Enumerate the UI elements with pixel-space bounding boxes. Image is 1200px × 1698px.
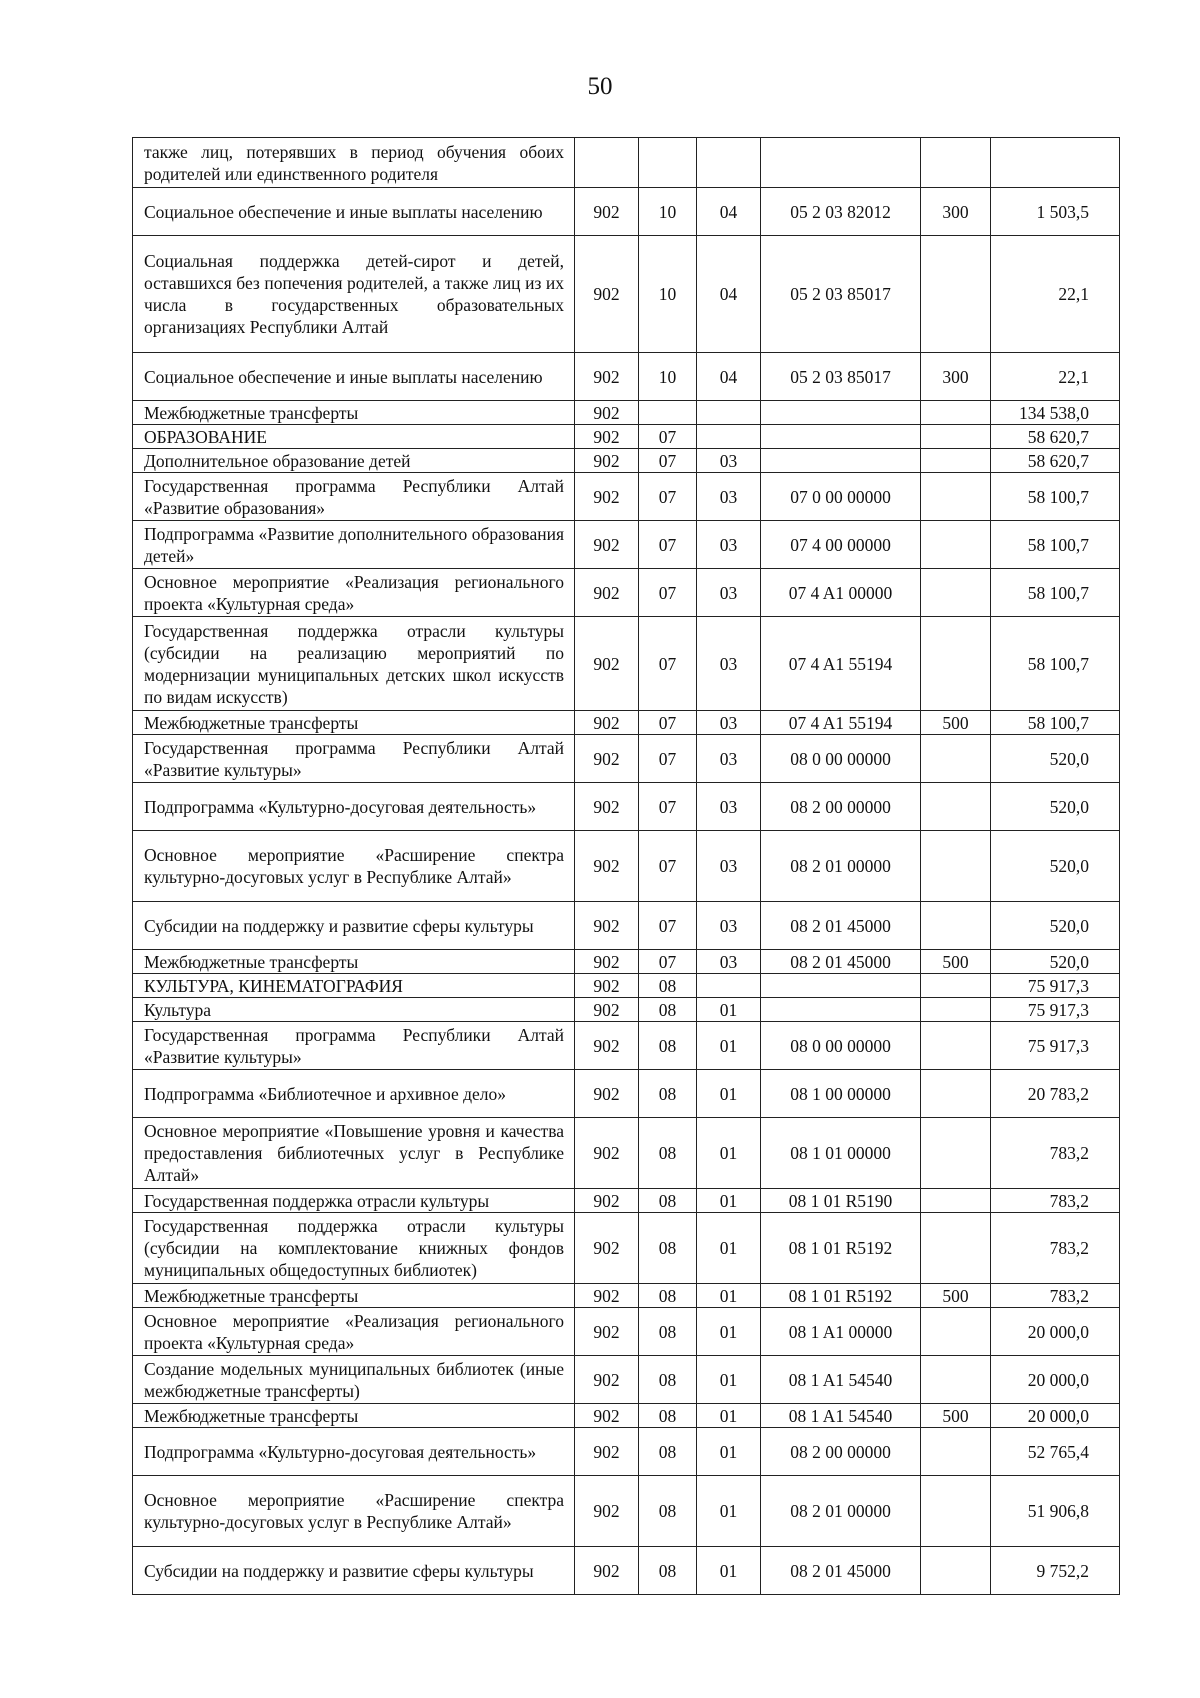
target-article-code-cell: 08 0 00 00000 <box>761 735 921 783</box>
grbs-code-cell: 902 <box>575 1118 639 1189</box>
expense-name-cell: также лиц, потерявших в период обучения обоих родителей или единственного родителя <box>133 138 575 188</box>
grbs-code-cell: 902 <box>575 831 639 902</box>
grbs-code-cell: 902 <box>575 974 639 998</box>
table-row <box>133 1284 1120 1308</box>
table-row <box>133 950 1120 974</box>
amount-cell: 9 752,2 <box>991 1547 1120 1595</box>
table-row <box>133 236 1120 353</box>
expense-type-code-cell <box>921 569 991 617</box>
expense-name-cell: Культура <box>133 998 575 1022</box>
target-article-code-cell: 07 0 00 00000 <box>761 473 921 521</box>
expense-name-cell: Субсидии на поддержку и развитие сферы культуры <box>133 1547 575 1595</box>
subsection-code-cell: 01 <box>697 1070 761 1118</box>
expense-type-code-cell <box>921 1070 991 1118</box>
subsection-code-cell: 03 <box>697 521 761 569</box>
target-article-code-cell <box>761 401 921 425</box>
table-row <box>133 353 1120 401</box>
expense-type-code-cell: 500 <box>921 1284 991 1308</box>
subsection-code-cell: 01 <box>697 1284 761 1308</box>
table-row <box>133 449 1120 473</box>
section-code-cell: 07 <box>639 783 697 831</box>
expense-name-cell: Подпрограмма «Развитие дополнительного образования детей» <box>133 521 575 569</box>
expense-type-code-cell <box>921 138 991 188</box>
expense-name-cell: Субсидии на поддержку и развитие сферы культуры <box>133 902 575 950</box>
subsection-code-cell: 03 <box>697 449 761 473</box>
grbs-code-cell: 902 <box>575 1428 639 1476</box>
expense-name-cell: Государственная программа Республики Алтай «Развитие культуры» <box>133 1022 575 1070</box>
target-article-code-cell: 08 1 01 00000 <box>761 1118 921 1189</box>
expense-type-code-cell: 500 <box>921 1404 991 1428</box>
section-code-cell: 07 <box>639 569 697 617</box>
expense-name-cell: Подпрограмма «Культурно-досуговая деятельность» <box>133 1428 575 1476</box>
table-row <box>133 831 1120 902</box>
section-code-cell <box>639 401 697 425</box>
section-code-cell: 08 <box>639 1547 697 1595</box>
table-row <box>133 521 1120 569</box>
target-article-code-cell: 08 1 00 00000 <box>761 1070 921 1118</box>
target-article-code-cell: 08 0 00 00000 <box>761 1022 921 1070</box>
amount-cell: 134 538,0 <box>991 401 1120 425</box>
table-row <box>133 1118 1120 1189</box>
subsection-code-cell: 01 <box>697 1022 761 1070</box>
subsection-code-cell: 03 <box>697 783 761 831</box>
expense-type-code-cell <box>921 1118 991 1189</box>
section-code-cell: 08 <box>639 1070 697 1118</box>
expense-name-cell: Межбюджетные трансферты <box>133 1284 575 1308</box>
table-row <box>133 998 1120 1022</box>
grbs-code-cell: 902 <box>575 569 639 617</box>
target-article-code-cell: 05 2 03 82012 <box>761 188 921 236</box>
subsection-code-cell: 01 <box>697 1189 761 1213</box>
grbs-code-cell: 902 <box>575 1308 639 1356</box>
grbs-code-cell: 902 <box>575 521 639 569</box>
expense-type-code-cell <box>921 735 991 783</box>
subsection-code-cell <box>697 974 761 998</box>
section-code-cell: 07 <box>639 831 697 902</box>
expense-name-cell: КУЛЬТУРА, КИНЕМАТОГРАФИЯ <box>133 974 575 998</box>
amount-cell: 20 783,2 <box>991 1070 1120 1118</box>
subsection-code-cell: 01 <box>697 1308 761 1356</box>
table-row <box>133 138 1120 188</box>
expense-name-cell: Межбюджетные трансферты <box>133 950 575 974</box>
amount-cell: 783,2 <box>991 1284 1120 1308</box>
subsection-code-cell: 03 <box>697 617 761 711</box>
grbs-code-cell: 902 <box>575 711 639 735</box>
expense-type-code-cell <box>921 401 991 425</box>
amount-cell: 52 765,4 <box>991 1428 1120 1476</box>
subsection-code-cell: 01 <box>697 1428 761 1476</box>
grbs-code-cell: 902 <box>575 998 639 1022</box>
expense-name-cell: Основное мероприятие «Реализация регионального проекта «Культурная среда» <box>133 1308 575 1356</box>
grbs-code-cell: 902 <box>575 735 639 783</box>
amount-cell: 58 100,7 <box>991 473 1120 521</box>
table-row <box>133 735 1120 783</box>
expense-name-cell: Государственная программа Республики Алтай «Развитие культуры» <box>133 735 575 783</box>
amount-cell: 75 917,3 <box>991 974 1120 998</box>
expense-name-cell: Основное мероприятие «Расширение спектра культурно-досуговых услуг в Республике Алтай» <box>133 831 575 902</box>
expense-name-cell: Социальное обеспечение и иные выплаты населению <box>133 188 575 236</box>
table-row <box>133 1022 1120 1070</box>
expense-name-cell: Межбюджетные трансферты <box>133 1404 575 1428</box>
expense-type-code-cell <box>921 831 991 902</box>
amount-cell: 783,2 <box>991 1189 1120 1213</box>
expense-name-cell: Подпрограмма «Культурно-досуговая деятельность» <box>133 783 575 831</box>
section-code-cell: 08 <box>639 1308 697 1356</box>
expense-type-code-cell <box>921 998 991 1022</box>
expense-name-cell: Межбюджетные трансферты <box>133 401 575 425</box>
table-row <box>133 1308 1120 1356</box>
grbs-code-cell <box>575 138 639 188</box>
grbs-code-cell: 902 <box>575 1213 639 1284</box>
expense-type-code-cell <box>921 1356 991 1404</box>
table-row <box>133 1476 1120 1547</box>
section-code-cell: 07 <box>639 473 697 521</box>
expense-type-code-cell <box>921 521 991 569</box>
table-row <box>133 783 1120 831</box>
target-article-code-cell: 08 1 A1 00000 <box>761 1308 921 1356</box>
expense-name-cell: Создание модельных муниципальных библиотек (иные межбюджетные трансферты) <box>133 1356 575 1404</box>
grbs-code-cell: 902 <box>575 617 639 711</box>
subsection-code-cell: 04 <box>697 236 761 353</box>
target-article-code-cell: 08 1 01 R5192 <box>761 1213 921 1284</box>
section-code-cell: 08 <box>639 1284 697 1308</box>
expense-name-cell: Межбюджетные трансферты <box>133 711 575 735</box>
target-article-code-cell: 05 2 03 85017 <box>761 353 921 401</box>
amount-cell: 520,0 <box>991 831 1120 902</box>
amount-cell: 22,1 <box>991 236 1120 353</box>
amount-cell: 520,0 <box>991 950 1120 974</box>
section-code-cell: 08 <box>639 1022 697 1070</box>
section-code-cell: 10 <box>639 236 697 353</box>
amount-cell: 520,0 <box>991 735 1120 783</box>
amount-cell: 75 917,3 <box>991 998 1120 1022</box>
subsection-code-cell: 04 <box>697 353 761 401</box>
section-code-cell: 08 <box>639 1356 697 1404</box>
amount-cell: 58 100,7 <box>991 569 1120 617</box>
section-code-cell: 08 <box>639 1213 697 1284</box>
expense-name-cell: Государственная поддержка отрасли культуры <box>133 1189 575 1213</box>
subsection-code-cell: 01 <box>697 998 761 1022</box>
grbs-code-cell: 902 <box>575 188 639 236</box>
section-code-cell: 07 <box>639 449 697 473</box>
table-row <box>133 902 1120 950</box>
grbs-code-cell: 902 <box>575 353 639 401</box>
table-row <box>133 425 1120 449</box>
section-code-cell: 08 <box>639 1118 697 1189</box>
target-article-code-cell: 08 1 01 R5192 <box>761 1284 921 1308</box>
grbs-code-cell: 902 <box>575 236 639 353</box>
section-code-cell: 07 <box>639 711 697 735</box>
subsection-code-cell: 04 <box>697 188 761 236</box>
subsection-code-cell <box>697 425 761 449</box>
grbs-code-cell: 902 <box>575 1189 639 1213</box>
target-article-code-cell: 08 1 01 R5190 <box>761 1189 921 1213</box>
amount-cell: 75 917,3 <box>991 1022 1120 1070</box>
amount-cell: 58 620,7 <box>991 425 1120 449</box>
table-row <box>133 188 1120 236</box>
amount-cell: 520,0 <box>991 902 1120 950</box>
target-article-code-cell: 08 2 01 45000 <box>761 950 921 974</box>
target-article-code-cell <box>761 998 921 1022</box>
expense-type-code-cell <box>921 902 991 950</box>
expense-name-cell: Основное мероприятие «Реализация регионального проекта «Культурная среда» <box>133 569 575 617</box>
section-code-cell: 07 <box>639 902 697 950</box>
target-article-code-cell <box>761 138 921 188</box>
subsection-code-cell: 01 <box>697 1213 761 1284</box>
table-row <box>133 1356 1120 1404</box>
expense-type-code-cell <box>921 236 991 353</box>
table-row <box>133 1213 1120 1284</box>
expense-name-cell: Государственная поддержка отрасли культуры (субсидии на комплектование книжных фондов муниципальных общедоступных библиотек) <box>133 1213 575 1284</box>
section-code-cell: 07 <box>639 735 697 783</box>
subsection-code-cell: 03 <box>697 950 761 974</box>
grbs-code-cell: 902 <box>575 401 639 425</box>
target-article-code-cell: 08 2 01 45000 <box>761 902 921 950</box>
target-article-code-cell: 08 2 00 00000 <box>761 1428 921 1476</box>
expense-type-code-cell <box>921 1476 991 1547</box>
expense-name-cell: Основное мероприятие «Расширение спектра культурно-досуговых услуг в Республике Алтай» <box>133 1476 575 1547</box>
target-article-code-cell: 07 4 A1 00000 <box>761 569 921 617</box>
section-code-cell: 08 <box>639 998 697 1022</box>
target-article-code-cell: 07 4 A1 55194 <box>761 711 921 735</box>
amount-cell: 783,2 <box>991 1118 1120 1189</box>
target-article-code-cell: 08 2 01 00000 <box>761 1476 921 1547</box>
subsection-code-cell: 03 <box>697 569 761 617</box>
section-code-cell: 10 <box>639 188 697 236</box>
target-article-code-cell: 07 4 00 00000 <box>761 521 921 569</box>
grbs-code-cell: 902 <box>575 1547 639 1595</box>
section-code-cell <box>639 138 697 188</box>
subsection-code-cell: 01 <box>697 1404 761 1428</box>
subsection-code-cell <box>697 138 761 188</box>
amount-cell: 520,0 <box>991 783 1120 831</box>
expense-type-code-cell <box>921 974 991 998</box>
subsection-code-cell: 03 <box>697 735 761 783</box>
expense-type-code-cell <box>921 1308 991 1356</box>
expense-name-cell: Основное мероприятие «Повышение уровня и качества предоставления библиотечных услуг в Республике Алтай» <box>133 1118 575 1189</box>
grbs-code-cell: 902 <box>575 1476 639 1547</box>
expense-name-cell: Государственная поддержка отрасли культуры (субсидии на реализацию мероприятий по модернизации муниципальных детских школ искусств по видам искусств) <box>133 617 575 711</box>
target-article-code-cell <box>761 974 921 998</box>
section-code-cell: 08 <box>639 1404 697 1428</box>
expense-type-code-cell <box>921 1022 991 1070</box>
target-article-code-cell: 08 1 A1 54540 <box>761 1356 921 1404</box>
table-row <box>133 1428 1120 1476</box>
table-row <box>133 401 1120 425</box>
table-row <box>133 1547 1120 1595</box>
expense-name-cell: ОБРАЗОВАНИЕ <box>133 425 575 449</box>
expense-type-code-cell: 300 <box>921 353 991 401</box>
section-code-cell: 08 <box>639 1189 697 1213</box>
expense-type-code-cell <box>921 1547 991 1595</box>
expense-type-code-cell <box>921 473 991 521</box>
expense-type-code-cell: 500 <box>921 711 991 735</box>
grbs-code-cell: 902 <box>575 1070 639 1118</box>
amount-cell: 51 906,8 <box>991 1476 1120 1547</box>
expense-name-cell: Социальное обеспечение и иные выплаты населению <box>133 353 575 401</box>
target-article-code-cell <box>761 425 921 449</box>
amount-cell: 20 000,0 <box>991 1308 1120 1356</box>
target-article-code-cell: 08 2 00 00000 <box>761 783 921 831</box>
amount-cell: 58 100,7 <box>991 617 1120 711</box>
subsection-code-cell: 03 <box>697 473 761 521</box>
table-row <box>133 617 1120 711</box>
grbs-code-cell: 902 <box>575 1284 639 1308</box>
subsection-code-cell: 01 <box>697 1356 761 1404</box>
budget-table <box>132 137 1120 1595</box>
amount-cell: 58 100,7 <box>991 521 1120 569</box>
grbs-code-cell: 902 <box>575 1404 639 1428</box>
expense-type-code-cell <box>921 1189 991 1213</box>
section-code-cell: 07 <box>639 950 697 974</box>
amount-cell: 1 503,5 <box>991 188 1120 236</box>
amount-cell: 783,2 <box>991 1213 1120 1284</box>
subsection-code-cell <box>697 401 761 425</box>
subsection-code-cell: 01 <box>697 1547 761 1595</box>
expense-type-code-cell <box>921 425 991 449</box>
expense-type-code-cell <box>921 449 991 473</box>
section-code-cell: 07 <box>639 617 697 711</box>
table-row <box>133 711 1120 735</box>
target-article-code-cell: 08 1 A1 54540 <box>761 1404 921 1428</box>
expense-name-cell: Подпрограмма «Библиотечное и архивное дело» <box>133 1070 575 1118</box>
section-code-cell: 08 <box>639 1428 697 1476</box>
expense-type-code-cell <box>921 1428 991 1476</box>
grbs-code-cell: 902 <box>575 902 639 950</box>
table-row <box>133 1404 1120 1428</box>
subsection-code-cell: 01 <box>697 1118 761 1189</box>
section-code-cell: 10 <box>639 353 697 401</box>
grbs-code-cell: 902 <box>575 1022 639 1070</box>
table-row <box>133 473 1120 521</box>
subsection-code-cell: 03 <box>697 711 761 735</box>
section-code-cell: 07 <box>639 521 697 569</box>
grbs-code-cell: 902 <box>575 473 639 521</box>
grbs-code-cell: 902 <box>575 425 639 449</box>
expense-name-cell: Дополнительное образование детей <box>133 449 575 473</box>
section-code-cell: 08 <box>639 974 697 998</box>
target-article-code-cell: 07 4 A1 55194 <box>761 617 921 711</box>
section-code-cell: 07 <box>639 425 697 449</box>
amount-cell: 58 100,7 <box>991 711 1120 735</box>
amount-cell: 22,1 <box>991 353 1120 401</box>
section-code-cell: 08 <box>639 1476 697 1547</box>
expense-type-code-cell: 300 <box>921 188 991 236</box>
target-article-code-cell <box>761 449 921 473</box>
amount-cell <box>991 138 1120 188</box>
amount-cell: 20 000,0 <box>991 1356 1120 1404</box>
grbs-code-cell: 902 <box>575 449 639 473</box>
expense-name-cell: Социальная поддержка детей-сирот и детей, оставшихся без попечения родителей, а также лиц из их числа в государственных образовательных организациях Республики Алтай <box>133 236 575 353</box>
expense-type-code-cell <box>921 617 991 711</box>
subsection-code-cell: 01 <box>697 1476 761 1547</box>
expense-name-cell: Государственная программа Республики Алтай «Развитие образования» <box>133 473 575 521</box>
target-article-code-cell: 08 2 01 45000 <box>761 1547 921 1595</box>
amount-cell: 20 000,0 <box>991 1404 1120 1428</box>
grbs-code-cell: 902 <box>575 783 639 831</box>
grbs-code-cell: 902 <box>575 1356 639 1404</box>
expense-type-code-cell: 500 <box>921 950 991 974</box>
table-row <box>133 1189 1120 1213</box>
budget-table-body <box>133 138 1120 1595</box>
expense-type-code-cell <box>921 783 991 831</box>
amount-cell: 58 620,7 <box>991 449 1120 473</box>
grbs-code-cell: 902 <box>575 950 639 974</box>
target-article-code-cell: 08 2 01 00000 <box>761 831 921 902</box>
subsection-code-cell: 03 <box>697 831 761 902</box>
target-article-code-cell: 05 2 03 85017 <box>761 236 921 353</box>
table-row <box>133 569 1120 617</box>
table-row <box>133 974 1120 998</box>
table-row <box>133 1070 1120 1118</box>
subsection-code-cell: 03 <box>697 902 761 950</box>
expense-type-code-cell <box>921 1213 991 1284</box>
page-number: 50 <box>587 73 613 100</box>
